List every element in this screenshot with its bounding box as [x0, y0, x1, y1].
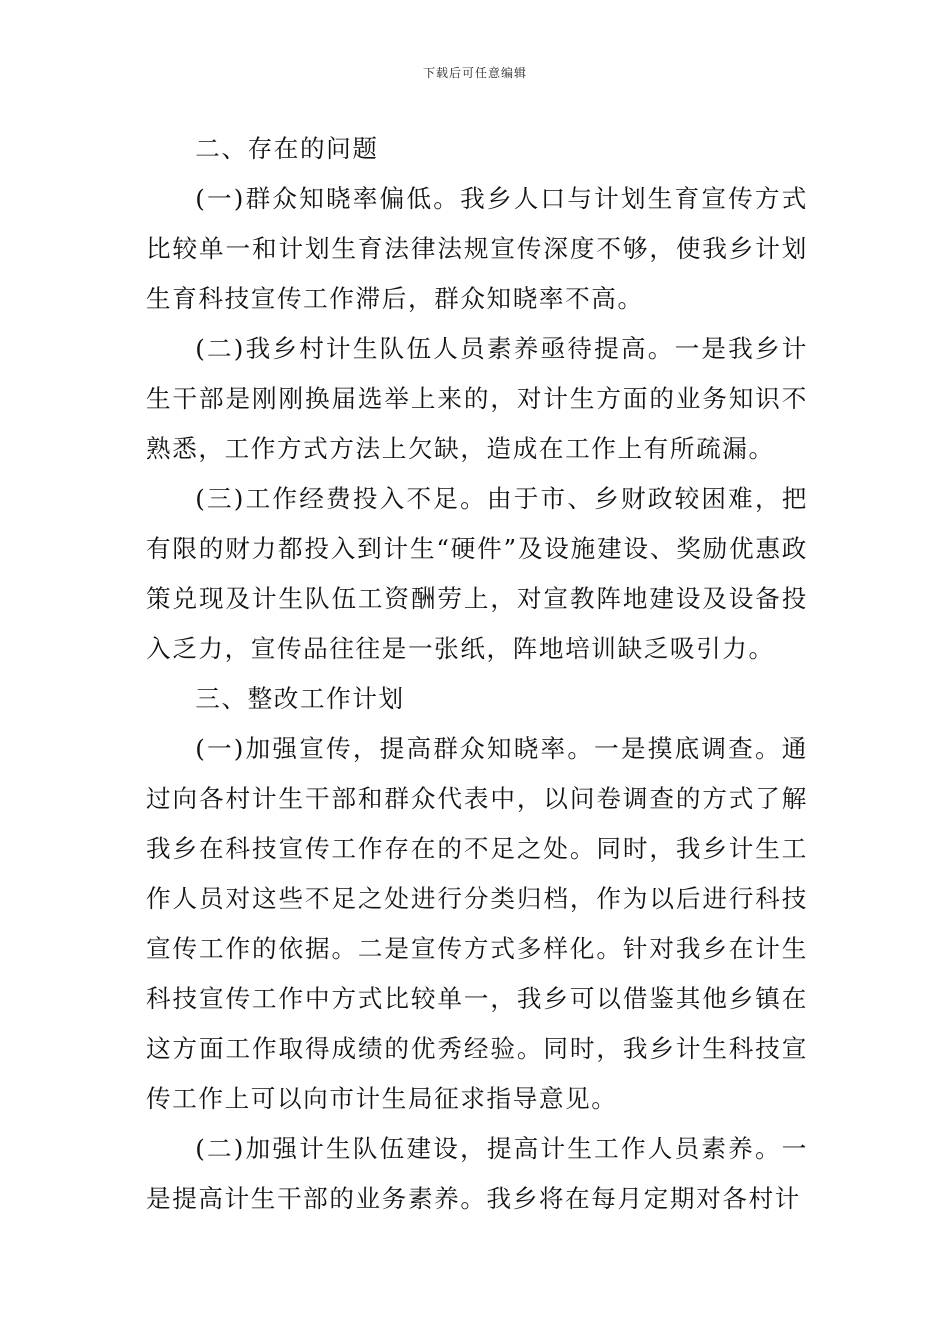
paragraph-staff-quality: (二)我乡村计生队伍人员素养亟待提高。一是我乡计生干部是刚刚换届选举上来的，对计生方面的业务知识不熟悉，工作方式方法上欠缺，造成在工作上有所疏漏。	[146, 334, 808, 463]
paragraph-strengthen-publicity: (一)加强宣传，提高群众知晓率。一是摸底调查。通过向各村计生干部和群众代表中，以问卷调查的方式了解我乡在科技宣传工作存在的不足之处。同时，我乡计生工作人员对这些不足之处进行分类归档，作为以后进行科技宣传工作的依据。二是宣传方式多样化。针对我乡在计生科技宣传工作中方式比较单一，我乡可以借鉴其他乡镇在这方面工作取得成绩的优秀经验。同时，我乡计生科技宣传工作上可以向市计生局征求指导意见。	[146, 734, 808, 1113]
document-body	[146, 124, 808, 1224]
section-heading-problems: 二、存在的问题	[195, 134, 379, 163]
paragraph-team-building: (二)加强计生队伍建设，提高计生工作人员素养。一是提高计生干部的业务素养。我乡将在每月定期对各村计	[146, 1134, 808, 1213]
section-heading-rectification-plan: 三、整改工作计划	[195, 684, 405, 713]
paragraph-low-awareness: (一)群众知晓率偏低。我乡人口与计划生育宣传方式比较单一和计划生育法律法规宣传深度不够，使我乡计划生育科技宣传工作滞后，群众知晓率不高。	[146, 184, 808, 313]
paragraph-funding: (三)工作经费投入不足。由于市、乡财政较困难，把有限的财力都投入到计生“硬件”及设施建设、奖励优惠政策兑现及计生队伍工资酬劳上，对宣教阵地建设及设备投入乏力，宣传品往往是一张纸，阵地培训缺乏吸引力。	[146, 484, 808, 663]
header-note: 下载后可任意编辑	[422, 66, 527, 80]
